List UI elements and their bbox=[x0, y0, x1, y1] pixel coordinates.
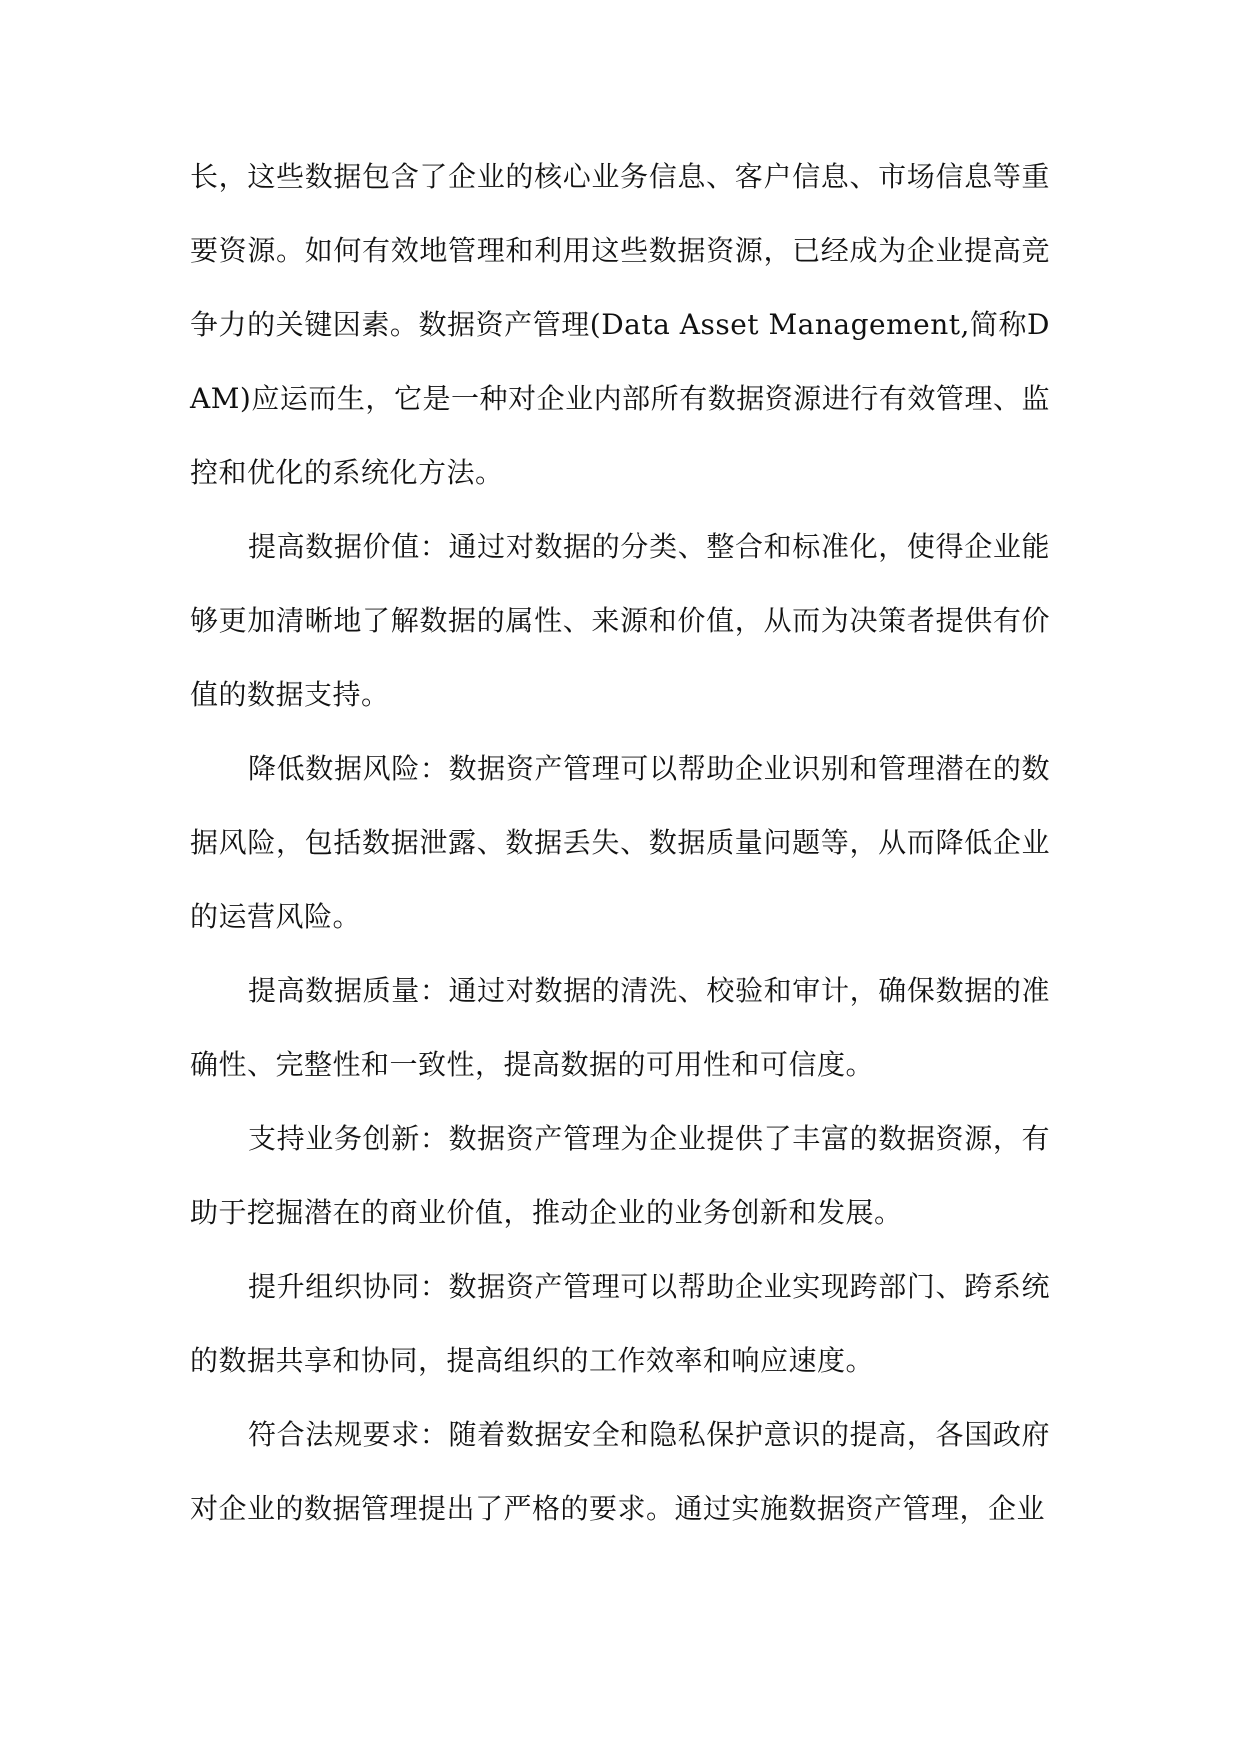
paragraph-business-innovation: 支持业务创新：数据资产管理为企业提供了丰富的数据资源，有助于挖掘潜在的商业价值，推动企业的业务创新和发展。 bbox=[190, 1122, 1050, 1229]
paragraph-data-quality: 提高数据质量：通过对数据的清洗、校验和审计，确保数据的准确性、完整性和一致性，提高数据的可用性和可信度。 bbox=[190, 974, 1050, 1081]
paragraph-organization-collaboration: 提升组织协同：数据资产管理可以帮助企业实现跨部门、跨系统的数据共享和协同，提高组织的工作效率和响应速度。 bbox=[190, 1270, 1050, 1377]
paragraph-data-value: 提高数据价值：通过对数据的分类、整合和标准化，使得企业能够更加清晰地了解数据的属性、来源和价值，从而为决策者提供有价值的数据支持。 bbox=[190, 530, 1050, 711]
paragraph-intro: 长，这些数据包含了企业的核心业务信息、客户信息、市场信息等重要资源。如何有效地管理和利用这些数据资源，已经成为企业提高竞争力的关键因素。数据资产管理(Data Asset Management,简称DAM)应运而生，它是一种对企业内部所有数据资源进行有效管理、监控和优化的系统化方法。 bbox=[190, 160, 1050, 489]
document-body bbox=[190, 140, 1050, 1546]
paragraph-regulatory-compliance: 符合法规要求：随着数据安全和隐私保护意识的提高，各国政府对企业的数据管理提出了严格的要求。通过实施数据资产管理，企业 bbox=[190, 1418, 1050, 1525]
paragraph-data-risk: 降低数据风险：数据资产管理可以帮助企业识别和管理潜在的数据风险，包括数据泄露、数据丢失、数据质量问题等，从而降低企业的运营风险。 bbox=[190, 752, 1050, 933]
